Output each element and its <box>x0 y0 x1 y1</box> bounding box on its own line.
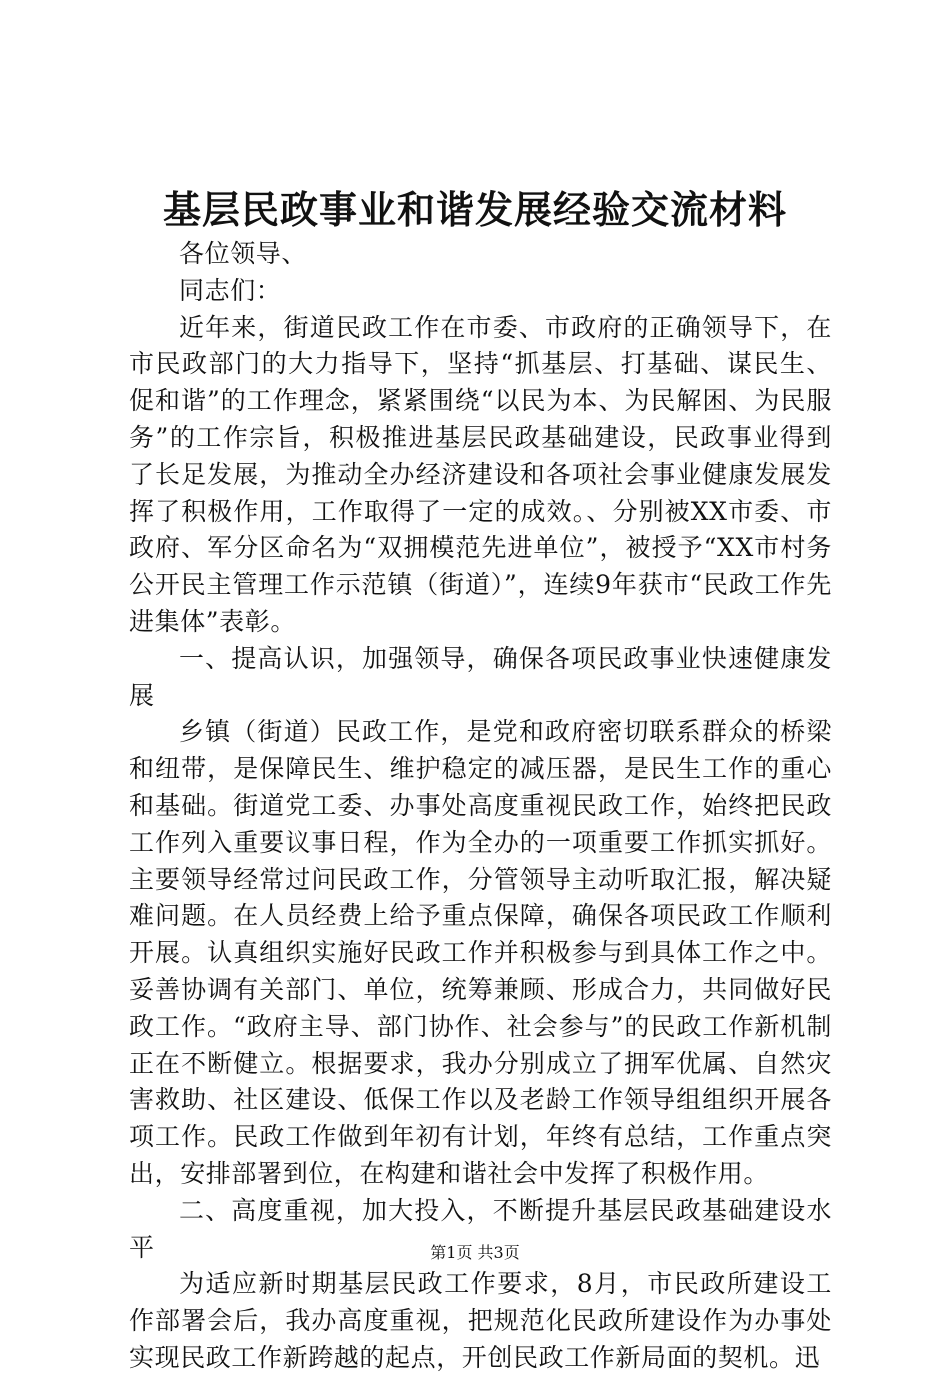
section-heading-1: 一、提高认识，加强领导，确保各项民政事业快速健康发展 <box>129 643 832 710</box>
salutation-leaders: 各位领导、 <box>179 239 308 268</box>
document-title: 基层民政事业和谐发展经验交流材料 <box>162 187 787 232</box>
document-body <box>129 236 832 1377</box>
section-heading-2: 二、高度重视，加大投入，不断提升基层民政基础建设水平 <box>129 1195 832 1262</box>
page-number-footer: 第1页 共3页 <box>430 1243 520 1262</box>
paragraph-section-2: 为适应新时期基层民政工作要求，8月，市民政所建设工作部署会后，我办高度重视，把规范化民政所建设作为办事处实现民政工作新跨越的起点，开创民政工作新局面的契机。迅 <box>129 1269 832 1372</box>
paragraph-section-1: 乡镇（街道）民政工作，是党和政府密切联系群众的桥梁和纽带，是保障民生、维护稳定的减压器，是民生工作的重心和基础。街道党工委、办事处高度重视民政工作，始终把民政工作列入重要议事日程，作为全办的一项重要工作抓实抓好。主要领导经常过问民政工作，分管领导主动听取汇报，解决疑难问题。在人员经费上给予重点保障，确保各项民政工作顺利开展。认真组织实施好民政工作并积极参与到具体工作之中。妥善协调有关部门、单位，统筹兼顾、形成合力，共同做好民政工作。“政府主导、部门协作、社会参与”的民政工作新机制正在不断健立。根据要求，我办分别成立了拥军优属、自然灾害救助、社区建设、低保工作以及老龄工作领导组组织开展各项工作。民政工作做到年初有计划，年终有总结，工作重点突出，安排部署到位，在构建和谐社会中发挥了积极作用。 <box>129 717 832 1188</box>
salutation-comrades: 同志们： <box>179 275 282 305</box>
paragraph-intro: 近年来，街道民政工作在市委、市政府的正确领导下，在市民政部门的大力指导下，坚持“抓基层、打基础、谋民生、促和谐”的工作理念，紧紧围绕“以民为本、为民解困、为民服务”的工作宗旨，积极推进基层民政基础建设，民政事业得到了长足发展，为推动全办经济建设和各项社会事业健康发展发挥了积极作用，工作取得了一定的成效。、分别被XX市委、市政府、军分区命名为“双拥模范先进单位”，被授予“XX市村务公开民主管理工作示范镇（街道）”，连续9年获市“民政工作先进集体”表彰。 <box>129 312 832 636</box>
